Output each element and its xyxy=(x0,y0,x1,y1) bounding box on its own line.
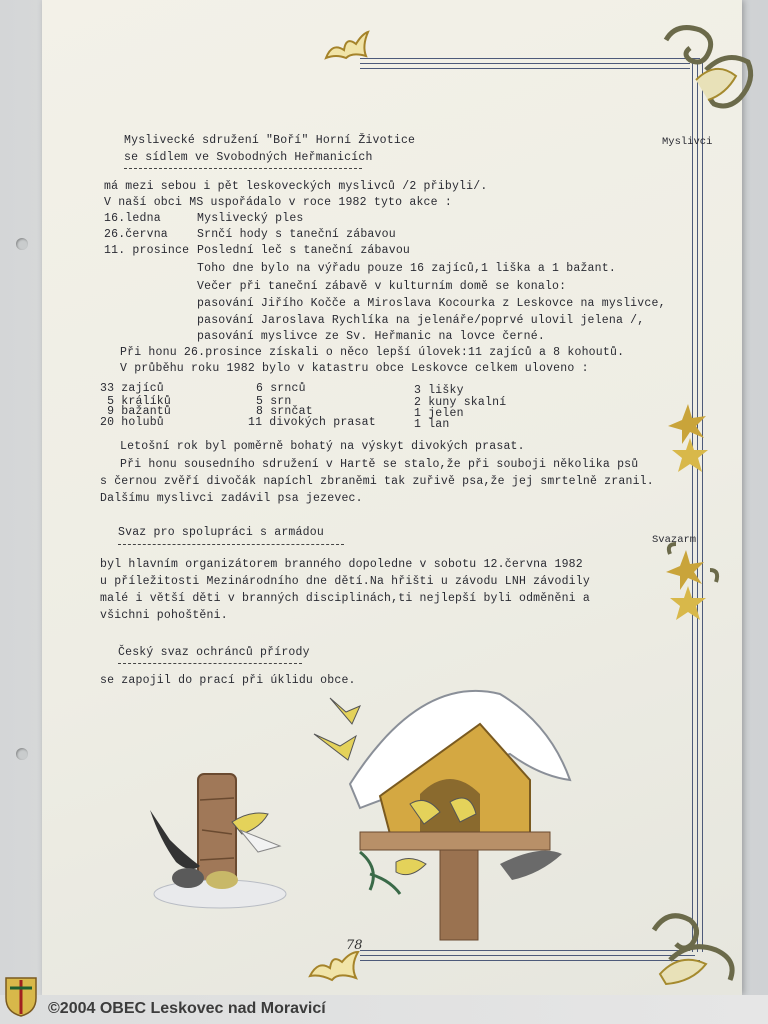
section-heading-line: se sídlem ve Svobodných Heřmanicích xyxy=(124,151,373,164)
text-line: pasování myslivce ze Sv. Heřmanic na lovce černé. xyxy=(197,330,545,343)
event-text: Poslední leč s taneční zábavou xyxy=(197,244,411,257)
event-date: 11. prosince xyxy=(104,244,190,257)
section-heading: Český svaz ochránců přírody xyxy=(118,646,310,659)
text-line: Večer při taneční zábavě v kulturním domě se konalo: xyxy=(197,280,567,293)
text-line: u příležitosti Mezinárodního dne dětí.Na hřišti u závodu LNH závodily xyxy=(100,575,590,588)
text-line: pasování Jiřího Kočče a Miroslava Kocourka z Leskovce na myslivce, xyxy=(197,297,666,310)
border-line xyxy=(692,62,693,952)
punch-hole xyxy=(16,238,28,250)
watermark-bar xyxy=(0,995,768,1024)
catch-item: 9 bažantů xyxy=(100,405,172,418)
event-date: 26.června xyxy=(104,228,168,241)
coat-of-arms-icon xyxy=(4,972,38,1018)
text-line: byl hlavním organizátorem branného dopoledne v sobotu 12.června 1982 xyxy=(100,558,583,571)
catch-item: 6 srnců xyxy=(256,382,306,395)
margin-label-svazarm: Svazarm xyxy=(652,534,697,546)
text-line: všichni pohoštěni. xyxy=(100,609,228,622)
scroll-ornament-icon xyxy=(640,900,750,990)
heading-underline xyxy=(124,168,362,169)
section-heading-line: Myslivecké sdružení "Boří" Horní Životice xyxy=(124,134,416,147)
catch-item: 5 srn xyxy=(256,395,292,408)
leaf-ornament-icon xyxy=(322,28,370,64)
text-line: s černou zvěří divočák napíchl zbraněmi tak zuřivě psa,že jej smrtelně zranil. xyxy=(100,475,654,488)
event-text: Srnčí hody s taneční zábavou xyxy=(197,228,396,241)
border-line xyxy=(702,62,703,952)
text-line: pasování Jaroslava Rychlíka na jelenáře/poprvé ulovil jelena /, xyxy=(197,314,645,327)
catch-item: 11 divokých prasat xyxy=(248,416,376,429)
text-line: má mezi sebou i pět leskoveckých myslivců /2 přibyli/. xyxy=(104,180,488,193)
section-heading: Svaz pro spolupráci s armádou xyxy=(118,526,324,539)
catch-item: 5 králíků xyxy=(100,395,172,408)
text-line: malé i větší děti v branných disciplinách,ti nejlepší byli odměněni a xyxy=(100,592,590,605)
page-number: 78 xyxy=(346,938,363,953)
border-line xyxy=(360,58,700,59)
scroll-ornament-icon xyxy=(656,20,760,120)
text-line: se zapojil do prací při úklidu obce. xyxy=(100,674,356,687)
text-line: Letošní rok byl poměrně bohatý na výskyt divokých prasat. xyxy=(120,440,525,453)
border-line xyxy=(360,68,690,69)
catch-item: 2 kuny skalní xyxy=(414,396,507,409)
text-line: Při honu 26.prosince získali o něco lepší úlovek:11 zajíců a 8 kohoutů. xyxy=(120,346,625,359)
heading-underline xyxy=(118,544,344,545)
star-leaves-icon xyxy=(660,398,720,478)
catch-item: 33 zajíců xyxy=(100,382,164,395)
margin-label-hunters: Myslivci xyxy=(662,136,713,148)
copyright-watermark: ©2004 OBEC Leskovec nad Moravicí xyxy=(48,1000,326,1017)
star-leaves-icon xyxy=(656,540,722,630)
event-date: 16.ledna xyxy=(104,212,161,225)
punch-hole xyxy=(16,748,28,760)
catch-item: 1 lan xyxy=(414,418,450,431)
text-line: V naší obci MS uspořádalo v roce 1982 tyto akce : xyxy=(104,196,452,209)
heading-underline xyxy=(118,663,302,664)
text-line: Dalšímu myslivci zadávil psa jezevec. xyxy=(100,492,363,505)
catch-item: 1 jelen xyxy=(414,407,464,420)
catch-item: 8 srnčat xyxy=(256,405,313,418)
tree-stump-birds-illustration xyxy=(140,770,290,920)
event-text: Myslivecký ples xyxy=(197,212,304,225)
catch-item: 3 lišky xyxy=(414,384,464,397)
border-line xyxy=(697,62,698,952)
text-line: Při honu sousedního sdružení v Hartě se stalo,že při souboji několika psů xyxy=(120,458,639,471)
text-line: V průběhu roku 1982 bylo v katastru obce Leskovce celkem uloveno : xyxy=(120,362,589,375)
border-line xyxy=(360,63,690,64)
text-line: Toho dne bylo na výřadu pouze 16 zajíců,1 liška a 1 bažant. xyxy=(197,262,616,275)
bird-feeder-illustration xyxy=(300,684,600,944)
catch-item: 20 holubů xyxy=(100,416,164,429)
